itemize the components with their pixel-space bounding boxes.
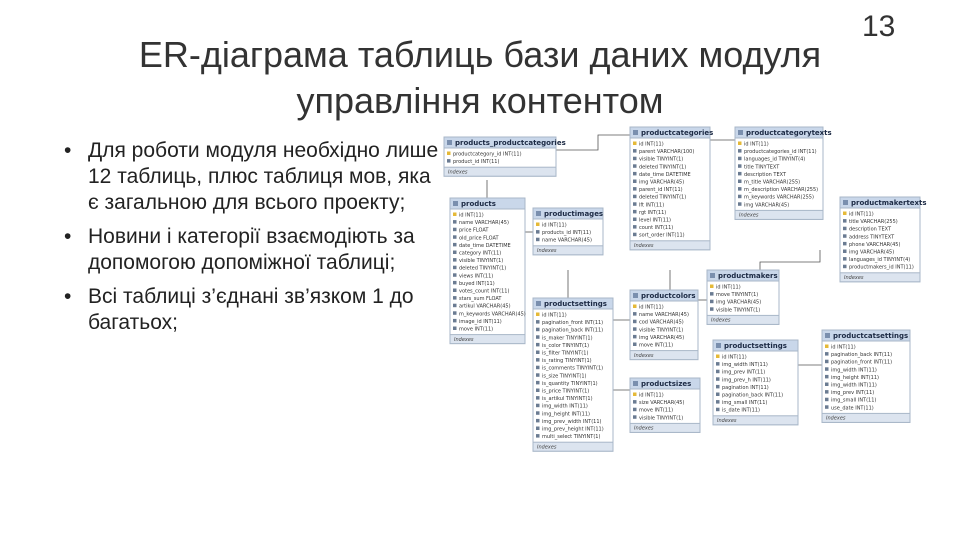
field-icon bbox=[453, 311, 457, 315]
table-indexes-label: Indexes bbox=[634, 425, 654, 432]
field-icon bbox=[536, 230, 540, 234]
table-field: name VARCHAR(45) bbox=[639, 312, 689, 319]
table-field: id INT(11) bbox=[639, 141, 664, 148]
table-field: price FLOAT bbox=[459, 227, 489, 234]
field-icon bbox=[825, 398, 829, 402]
table-field: is_quantity TINYINT(1) bbox=[542, 380, 598, 387]
table-title: productmakers bbox=[718, 272, 778, 280]
field-icon bbox=[453, 266, 457, 270]
table-field: move INT(11) bbox=[639, 342, 674, 349]
table-field: pagination_front INT(11) bbox=[831, 359, 893, 366]
table-field: phone VARCHAR(45) bbox=[849, 241, 901, 248]
table-field: img_prev_h INT(11) bbox=[722, 377, 771, 384]
table-field: use_date INT(11) bbox=[831, 405, 874, 412]
table-title: productcatsettings bbox=[833, 332, 909, 340]
table-field: productcategory_id INT(11) bbox=[453, 151, 522, 158]
table-field: is_comments TINYINT(1) bbox=[542, 365, 604, 372]
table-field: img_width INT(11) bbox=[831, 382, 877, 389]
relation-line bbox=[556, 135, 630, 150]
field-icon bbox=[453, 289, 457, 293]
table-field: move INT(11) bbox=[459, 326, 494, 333]
slide-number: 13 bbox=[862, 10, 896, 43]
table-field: pagination_back INT(11) bbox=[722, 392, 784, 399]
field-icon bbox=[453, 273, 457, 277]
field-icon bbox=[536, 351, 540, 355]
table-field: productcategories_id INT(11) bbox=[744, 149, 817, 156]
table-field: is_artikul TINYINT(1) bbox=[542, 396, 593, 403]
table-field: id INT(11) bbox=[831, 344, 856, 351]
er-table-productcatsettings bbox=[822, 330, 910, 422]
tables-layer bbox=[444, 127, 927, 451]
field-icon bbox=[843, 242, 847, 246]
table-field: img VARCHAR(45) bbox=[716, 299, 762, 306]
field-icon bbox=[633, 164, 637, 168]
table-field: is_maker TINYINT(1) bbox=[542, 335, 593, 342]
table-field: artikul VARCHAR(45) bbox=[459, 303, 511, 310]
field-icon bbox=[633, 225, 637, 229]
field-icon bbox=[536, 427, 540, 431]
table-field: is_filter TINYINT(1) bbox=[542, 350, 589, 357]
field-icon bbox=[633, 210, 637, 214]
field-icon bbox=[536, 328, 540, 332]
table-field: img VARCHAR(45) bbox=[639, 334, 685, 341]
table-field: visible TINYINT(1) bbox=[639, 415, 684, 422]
table-field: votes_count INT(11) bbox=[459, 288, 510, 295]
table-title: productcategorytexts bbox=[746, 129, 832, 137]
table-field: size VARCHAR(45) bbox=[639, 400, 685, 407]
table-field: img VARCHAR(45) bbox=[744, 202, 790, 209]
field-icon bbox=[825, 390, 829, 394]
er-table-products_productcategories bbox=[444, 137, 566, 176]
field-icon bbox=[825, 375, 829, 379]
table-field: img_width INT(11) bbox=[542, 403, 588, 410]
field-icon bbox=[453, 281, 457, 285]
table-field: visible TINYINT(1) bbox=[639, 327, 684, 334]
table-field: pagination_front INT(11) bbox=[542, 320, 604, 327]
table-title: productsettings bbox=[544, 300, 607, 308]
slide-title-line-1: ER-діаграма таблиць бази даних модуля bbox=[138, 34, 822, 75]
field-icon bbox=[710, 292, 714, 296]
table-field: id INT(11) bbox=[849, 211, 874, 218]
er-table-productcategories bbox=[630, 127, 713, 250]
er-table-productmakertexts bbox=[840, 197, 927, 282]
table-title: products bbox=[461, 200, 496, 208]
table-field: name VARCHAR(45) bbox=[459, 220, 509, 227]
table-icon bbox=[447, 140, 452, 145]
table-indexes-label: Indexes bbox=[537, 444, 557, 451]
field-icon bbox=[633, 157, 637, 161]
table-field: name VARCHAR(45) bbox=[542, 237, 592, 244]
table-field: stars_sum FLOAT bbox=[459, 296, 502, 303]
table-field: pagination INT(11) bbox=[722, 384, 769, 391]
table-field: title TINYTEXT bbox=[744, 164, 780, 171]
table-title: productcategories bbox=[641, 129, 714, 137]
table-field: img_prev INT(11) bbox=[722, 369, 766, 376]
field-icon bbox=[738, 149, 742, 153]
primary-key-icon bbox=[825, 345, 829, 349]
table-field: id INT(11) bbox=[716, 284, 741, 291]
field-icon bbox=[843, 234, 847, 238]
primary-key-icon bbox=[716, 355, 720, 359]
table-field: description TEXT bbox=[744, 171, 786, 178]
field-icon bbox=[738, 195, 742, 199]
table-field: id INT(11) bbox=[542, 312, 567, 319]
table-icon bbox=[710, 273, 715, 278]
field-icon bbox=[536, 335, 540, 339]
table-field: multi_select TINYINT(1) bbox=[542, 434, 601, 441]
table-title: productimages bbox=[544, 210, 604, 218]
field-icon bbox=[536, 396, 540, 400]
table-field: image_id INT(11) bbox=[459, 318, 502, 325]
table-field: img VARCHAR(45) bbox=[639, 179, 685, 186]
table-title: productsettings bbox=[724, 342, 787, 350]
table-indexes-label: Indexes bbox=[634, 352, 654, 359]
er-table-productsettings bbox=[533, 298, 613, 451]
table-field: old_price FLOAT bbox=[459, 235, 499, 242]
field-icon bbox=[825, 405, 829, 409]
primary-key-icon bbox=[536, 313, 540, 317]
field-icon bbox=[738, 157, 742, 161]
field-icon bbox=[633, 218, 637, 222]
bullet-marker: • bbox=[64, 285, 72, 308]
primary-key-icon bbox=[453, 213, 457, 217]
table-field: sort_order INT(11) bbox=[639, 232, 685, 239]
field-icon bbox=[825, 367, 829, 371]
table-field: move TINYINT(1) bbox=[716, 292, 759, 299]
table-icon bbox=[453, 201, 458, 206]
table-field: img_prev_height INT(11) bbox=[542, 426, 604, 433]
field-icon bbox=[536, 404, 540, 408]
field-icon bbox=[453, 228, 457, 232]
er-table-productimages bbox=[533, 208, 603, 255]
field-icon bbox=[453, 304, 457, 308]
table-indexes-label: Indexes bbox=[844, 275, 864, 282]
er-table-productcategorytexts bbox=[735, 127, 832, 219]
table-field: move INT(11) bbox=[639, 407, 674, 414]
er-table-productmakers bbox=[707, 270, 779, 324]
field-icon bbox=[536, 389, 540, 393]
field-icon bbox=[710, 300, 714, 304]
table-field: visible TINYINT(1) bbox=[459, 258, 504, 265]
field-icon bbox=[825, 352, 829, 356]
field-icon bbox=[738, 172, 742, 176]
field-icon bbox=[716, 362, 720, 366]
table-field: pagination_back INT(11) bbox=[542, 327, 604, 334]
table-field: m_keywords VARCHAR(255) bbox=[744, 194, 814, 201]
field-icon bbox=[716, 400, 720, 404]
field-icon bbox=[716, 408, 720, 412]
field-icon bbox=[536, 381, 540, 385]
table-field: address TINYTEXT bbox=[849, 234, 895, 241]
table-field: is_rating TINYINT(1) bbox=[542, 358, 592, 365]
field-icon bbox=[633, 202, 637, 206]
slide-title-line-2: управління контентом bbox=[296, 80, 664, 121]
table-field: title VARCHAR(255) bbox=[849, 219, 898, 226]
bullet-marker: • bbox=[64, 225, 72, 248]
table-title: productsizes bbox=[641, 380, 692, 388]
field-icon bbox=[633, 312, 637, 316]
table-field: visible TINYINT(1) bbox=[716, 307, 761, 314]
table-field: id INT(11) bbox=[639, 392, 664, 399]
field-icon bbox=[633, 343, 637, 347]
table-indexes-label: Indexes bbox=[454, 336, 474, 343]
table-indexes-label: Indexes bbox=[826, 415, 846, 422]
bullet-text: Для роботи модуля необхідно лише 12 таблиць, плюс таблиця мов, яка є загальною для всього проекту; bbox=[88, 139, 439, 214]
table-icon bbox=[738, 130, 743, 135]
table-field: description TEXT bbox=[849, 226, 891, 233]
table-field: cod VARCHAR(45) bbox=[639, 319, 684, 326]
field-icon bbox=[716, 370, 720, 374]
field-icon bbox=[716, 393, 720, 397]
table-title: products_productcategories bbox=[455, 139, 566, 147]
table-field: id INT(11) bbox=[459, 212, 484, 219]
field-icon bbox=[633, 233, 637, 237]
field-icon bbox=[843, 227, 847, 231]
field-icon bbox=[843, 257, 847, 261]
field-icon bbox=[453, 220, 457, 224]
er-table-products bbox=[450, 198, 526, 344]
field-icon bbox=[633, 187, 637, 191]
table-indexes-label: Indexes bbox=[711, 317, 731, 324]
table-field: category INT(11) bbox=[459, 250, 502, 257]
table-field: languages_id TINYINT(4) bbox=[849, 257, 911, 264]
table-field: rgt INT(11) bbox=[639, 209, 667, 216]
relation-line bbox=[760, 250, 820, 270]
field-icon bbox=[843, 219, 847, 223]
table-field: languages_id TINYINT(4) bbox=[744, 156, 806, 163]
table-field: productmakers_id INT(11) bbox=[849, 264, 914, 271]
table-icon bbox=[825, 333, 830, 338]
field-icon bbox=[825, 383, 829, 387]
er-table-productcolors bbox=[630, 290, 698, 360]
field-icon bbox=[453, 243, 457, 247]
er-table-productsettings bbox=[713, 340, 798, 425]
table-field: id INT(11) bbox=[744, 141, 769, 148]
field-icon bbox=[633, 195, 637, 199]
table-field: date_time DATETIME bbox=[639, 171, 691, 178]
field-icon bbox=[453, 251, 457, 255]
table-icon bbox=[536, 301, 541, 306]
table-field: m_keywords VARCHAR(45) bbox=[459, 311, 526, 318]
table-field: id INT(11) bbox=[639, 304, 664, 311]
field-icon bbox=[536, 343, 540, 347]
field-icon bbox=[453, 296, 457, 300]
primary-key-icon bbox=[633, 393, 637, 397]
field-icon bbox=[738, 180, 742, 184]
field-icon bbox=[633, 149, 637, 153]
table-field: deleted TINYINT(1) bbox=[639, 164, 687, 171]
primary-key-icon bbox=[536, 223, 540, 227]
bullet-text: Новини і категорії взаємодіють за допомогою допоміжної таблиці; bbox=[88, 225, 415, 274]
table-field: id INT(11) bbox=[542, 222, 567, 229]
field-icon bbox=[536, 434, 540, 438]
field-icon bbox=[453, 235, 457, 239]
field-icon bbox=[447, 159, 451, 163]
table-field: img_height INT(11) bbox=[542, 411, 590, 418]
table-field: date_time DATETIME bbox=[459, 242, 511, 249]
field-icon bbox=[633, 400, 637, 404]
table-field: img_small INT(11) bbox=[722, 400, 768, 407]
bullet-text: Всі таблиці з’єднані зв’язком 1 до багатьох; bbox=[88, 285, 414, 334]
bullet-marker: • bbox=[64, 139, 72, 162]
er-table-productsizes bbox=[630, 378, 700, 432]
table-indexes-label: Indexes bbox=[537, 248, 557, 255]
field-icon bbox=[710, 307, 714, 311]
field-icon bbox=[633, 327, 637, 331]
table-title: productmakertexts bbox=[851, 199, 927, 207]
field-icon bbox=[633, 172, 637, 176]
field-icon bbox=[536, 411, 540, 415]
table-icon bbox=[633, 130, 638, 135]
table-field: buyed INT(11) bbox=[459, 280, 495, 287]
primary-key-icon bbox=[633, 305, 637, 309]
primary-key-icon bbox=[843, 212, 847, 216]
table-field: views INT(11) bbox=[459, 273, 494, 280]
table-field: is_date INT(11) bbox=[722, 407, 760, 414]
field-icon bbox=[453, 319, 457, 323]
table-field: lft INT(11) bbox=[639, 202, 665, 209]
table-indexes-label: Indexes bbox=[717, 418, 737, 425]
table-field: deleted TINYINT(1) bbox=[459, 265, 507, 272]
table-field: parent_id INT(11) bbox=[639, 187, 683, 194]
table-field: is_size TINYINT(1) bbox=[542, 373, 587, 380]
field-icon bbox=[633, 180, 637, 184]
table-indexes-label: Indexes bbox=[739, 212, 759, 219]
table-field: img_height INT(11) bbox=[831, 374, 879, 381]
table-title: productcolors bbox=[641, 292, 696, 300]
primary-key-icon bbox=[633, 142, 637, 146]
table-indexes-label: Indexes bbox=[634, 243, 654, 250]
field-icon bbox=[843, 265, 847, 269]
field-icon bbox=[633, 335, 637, 339]
field-icon bbox=[716, 385, 720, 389]
table-field: pagination_back INT(11) bbox=[831, 352, 893, 359]
table-icon bbox=[633, 381, 638, 386]
table-field: img_prev INT(11) bbox=[831, 390, 875, 397]
field-icon bbox=[633, 408, 637, 412]
table-field: m_title VARCHAR(255) bbox=[744, 179, 801, 186]
table-icon bbox=[633, 293, 638, 298]
field-icon bbox=[738, 187, 742, 191]
table-field: img VARCHAR(45) bbox=[849, 249, 895, 256]
field-icon bbox=[453, 258, 457, 262]
table-field: img_width INT(11) bbox=[831, 367, 877, 374]
primary-key-icon bbox=[710, 285, 714, 289]
table-field: img_width INT(11) bbox=[722, 362, 768, 369]
table-field: level INT(11) bbox=[639, 217, 672, 224]
table-icon bbox=[843, 200, 848, 205]
table-field: img_small INT(11) bbox=[831, 397, 877, 404]
field-icon bbox=[536, 366, 540, 370]
table-icon bbox=[536, 211, 541, 216]
primary-key-icon bbox=[447, 152, 451, 156]
table-field: visible TINYINT(1) bbox=[639, 156, 684, 163]
field-icon bbox=[536, 238, 540, 242]
field-icon bbox=[633, 320, 637, 324]
table-field: products_id INT(11) bbox=[542, 230, 592, 237]
field-icon bbox=[738, 164, 742, 168]
field-icon bbox=[536, 419, 540, 423]
table-field: count INT(11) bbox=[639, 225, 674, 232]
field-icon bbox=[536, 373, 540, 377]
field-icon bbox=[738, 202, 742, 206]
table-field: m_description VARCHAR(255) bbox=[744, 187, 819, 194]
table-field: is_price TINYINT(1) bbox=[542, 388, 590, 395]
table-icon bbox=[716, 343, 721, 348]
table-field: product_id INT(11) bbox=[453, 159, 500, 166]
field-icon bbox=[825, 360, 829, 364]
field-icon bbox=[453, 327, 457, 331]
field-icon bbox=[536, 358, 540, 362]
field-icon bbox=[843, 250, 847, 254]
table-field: id INT(11) bbox=[722, 354, 747, 361]
primary-key-icon bbox=[738, 142, 742, 146]
field-icon bbox=[633, 415, 637, 419]
field-icon bbox=[536, 320, 540, 324]
table-field: is_color TINYINT(1) bbox=[542, 342, 590, 349]
table-field: deleted TINYINT(1) bbox=[639, 194, 687, 201]
table-indexes-label: Indexes bbox=[448, 169, 468, 176]
table-field: parent VARCHAR(100) bbox=[639, 149, 695, 156]
field-icon bbox=[716, 377, 720, 381]
table-field: img_prev_width INT(11) bbox=[542, 418, 602, 425]
